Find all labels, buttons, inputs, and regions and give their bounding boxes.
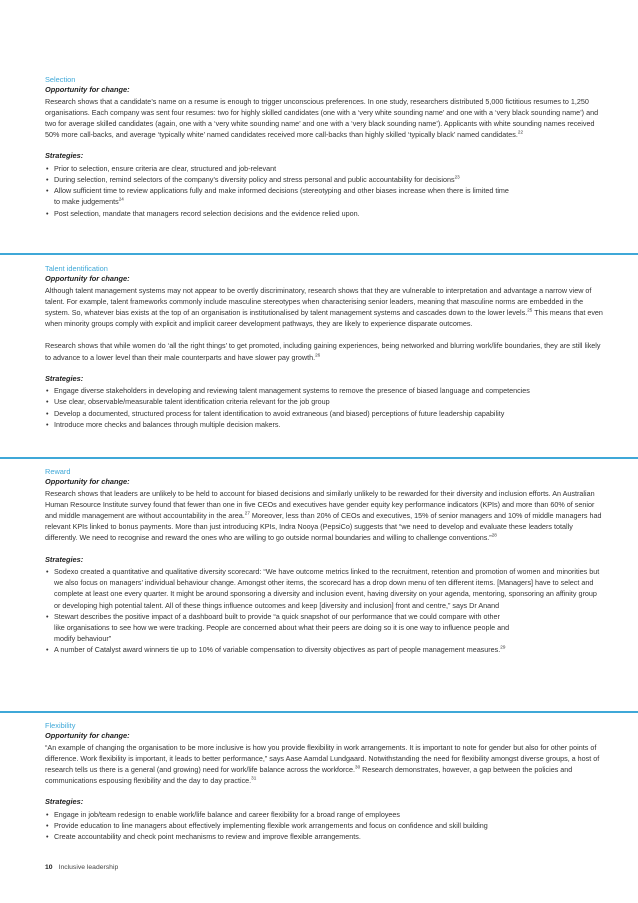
section-title: Selection [45,75,76,84]
strategies-label: Strategies: [45,554,84,564]
strategies-list [45,385,605,430]
list-item: • Engage diverse stakeholders in developing and reviewing talent management systems to remove the presence of biased language and competencies [45,385,605,396]
body-paragraph: Research shows that while women do ‘all the right things’ to get promoted, including gaining experiences, being networked and blurring work/life boundaries, they are still likely to advance to a lower level than their male counterparts and have slower pay growth.$^{26}$ [45,341,601,362]
section-talent-identification [45,263,605,430]
list-item: • Introduce more checks and balances through multiple decision makers. [45,419,605,430]
section-title: Flexibility [45,721,76,730]
list-item: • Use clear, observable/measurable talent identification criteria relevant for the job group [45,396,605,407]
strategies-label: Strategies: [45,797,84,807]
strategies-label: Strategies: [45,373,84,383]
section-flexibility [45,720,605,842]
page-number: 10 [45,864,53,871]
body-paragraph: Although talent management systems may not appear to be overtly discriminatory, research shows that they are vulnerable to interpretation and advantage a narrow view of talent. For example, talent frameworks commonly include masculine stereotypes when characterising senior leaders, meaning that masculine norms are embedded in the system. So, whatever bias exists at the top of an organisation is institutionalised by talent management systems and cascades down to the lower levels.$^{25}$ This means that even when minority groups comply with explicit and implicit career development pathways, they are likely to experience disparate outcomes. [45,285,603,329]
strategies-list [45,566,605,656]
page-footer [45,864,118,871]
list-item: • Engage in job/team redesign to enable work/life balance and career flexibility for a broad range of employees [45,809,605,820]
body-paragraph: “An example of changing the organisation to be more inclusive is how you provide flexibility in work arrangements. It is important to note for gender but also for other points of difference. Work flexibility is important, it leads to better performance,” says Aase Aamdal Lundgaard. Notwithstanding the need for flexibility amongst diverse groups, a host of research tells us there is a general (and growing) need for work/life balance across the workforce.$^{30}$ Research demonstrates, however, a gap between the policies and communications espousing flexibility and the day to day practice.$^{31}$ [45,742,600,786]
body-paragraph: Research shows that leaders are unlikely to be held to account for biased decisions and similarly unlikely to be rewarded for their diversity and inclusion efforts. An Australian Human Resource Institute survey found that fewer than one in five CEOs and executives have gender equity key performance indicators (KPIs) and more than 60% of senior and middle management are without accountability in the area.$^{27}$ Moreover, less than 20% of CEOs and executives, 15% of senior managers and 10% of middle managers had relevant KPIs linked to bonus payments. More than just introducing KPIs, Indra Nooya (PepsiCo) suggests that “we need to develop and evaluate these leaders totally differently. We need to recognise and reward the ones who are willing to go outside normal boundaries and willing to challenge conventions.”$^{28}$ [45,488,602,543]
section-title: Reward [45,467,71,476]
opportunity-label: Opportunity for change: [45,731,130,740]
footer-doc-title: Inclusive leadership [58,864,119,871]
list-item: • Create accountability and check point mechanisms to review and improve flexible arrangements. [45,831,605,842]
list-item: • Allow sufficient time to review applications fully and make informed decisions (stereotyping and other biases increase when there is limited time to make judgements$^{24}$ [45,185,605,207]
body-paragraph: Research shows that a candidate’s name on a resume is enough to trigger unconscious preferences. In one study, researchers distributed 5,000 fictitious resumes to 1,250 organisations. Each company was sent four resumes: two for highly skilled candidates (one with a ‘very white sounding name’ and one with a ‘very black sounding name’) and two for average skilled candidates (again, one with a ‘very white sounding name’ and one with a ‘very black sounding name’). Applicants with white sounding names received 50% more call-backs, and average ‘typically white’ named candidates received more call-backs than highly skilled ‘typically black’ named candidates.$^{22}$ [45,96,599,140]
strategies-list [45,163,605,219]
section-divider [0,253,638,255]
section-selection [45,74,605,219]
list-item: • Develop a documented, structured process for talent identification to avoid extraneous (and biased) perceptions of future leadership capability [45,408,605,419]
list-item: • Post selection, mandate that managers record selection decisions and the evidence relied upon. [45,208,605,219]
list-item: • Provide education to line managers about effectively implementing flexible work arrangements and focus on confidence and skill building [45,820,605,831]
list-item: • Stewart describes the positive impact of a dashboard built to provide “a quick snapshot of our performance that we could compare with other like organisations to see how we were tracking. People are concerned about what their peers are doing so it is one way to influence people and modify behaviour” [45,611,605,645]
section-divider [0,457,638,459]
strategies-list [45,809,605,843]
section-divider [0,711,638,713]
opportunity-label: Opportunity for change: [45,477,130,486]
list-item: • Sodexo created a quantitative and qualitative diversity scorecard: “We have outcome metrics linked to the recruitment, retention and promotion of women and minorities but we also focus on managers’ individual behaviour change. Amongst other items, the scorecard has a drop down menu of ten different items. [Managers] have to select and complete at least one every quarter. It might be around sponsoring a diversity and inclusion event, having diversity on your agenda, mentoring, sponsoring an affinity group or developing high potential talent. All of these things influence outcomes and keep [diversity and inclusion] front and centre,” says Dr Anand [45,566,605,611]
list-item: • A number of Catalyst award winners tie up to 10% of variable compensation to diversity objectives as part of people management measures.$^{29}$ [45,644,605,655]
opportunity-label: Opportunity for change: [45,274,130,283]
section-title: Talent identification [45,264,108,273]
list-item: • During selection, remind selectors of the company’s diversity policy and stress personal and public accountability for decisions$^{23}$ [45,174,605,185]
opportunity-label: Opportunity for change: [45,85,130,94]
list-item: • Prior to selection, ensure criteria are clear, structured and job-relevant [45,163,605,174]
section-reward [45,466,605,656]
strategies-label: Strategies: [45,151,84,161]
